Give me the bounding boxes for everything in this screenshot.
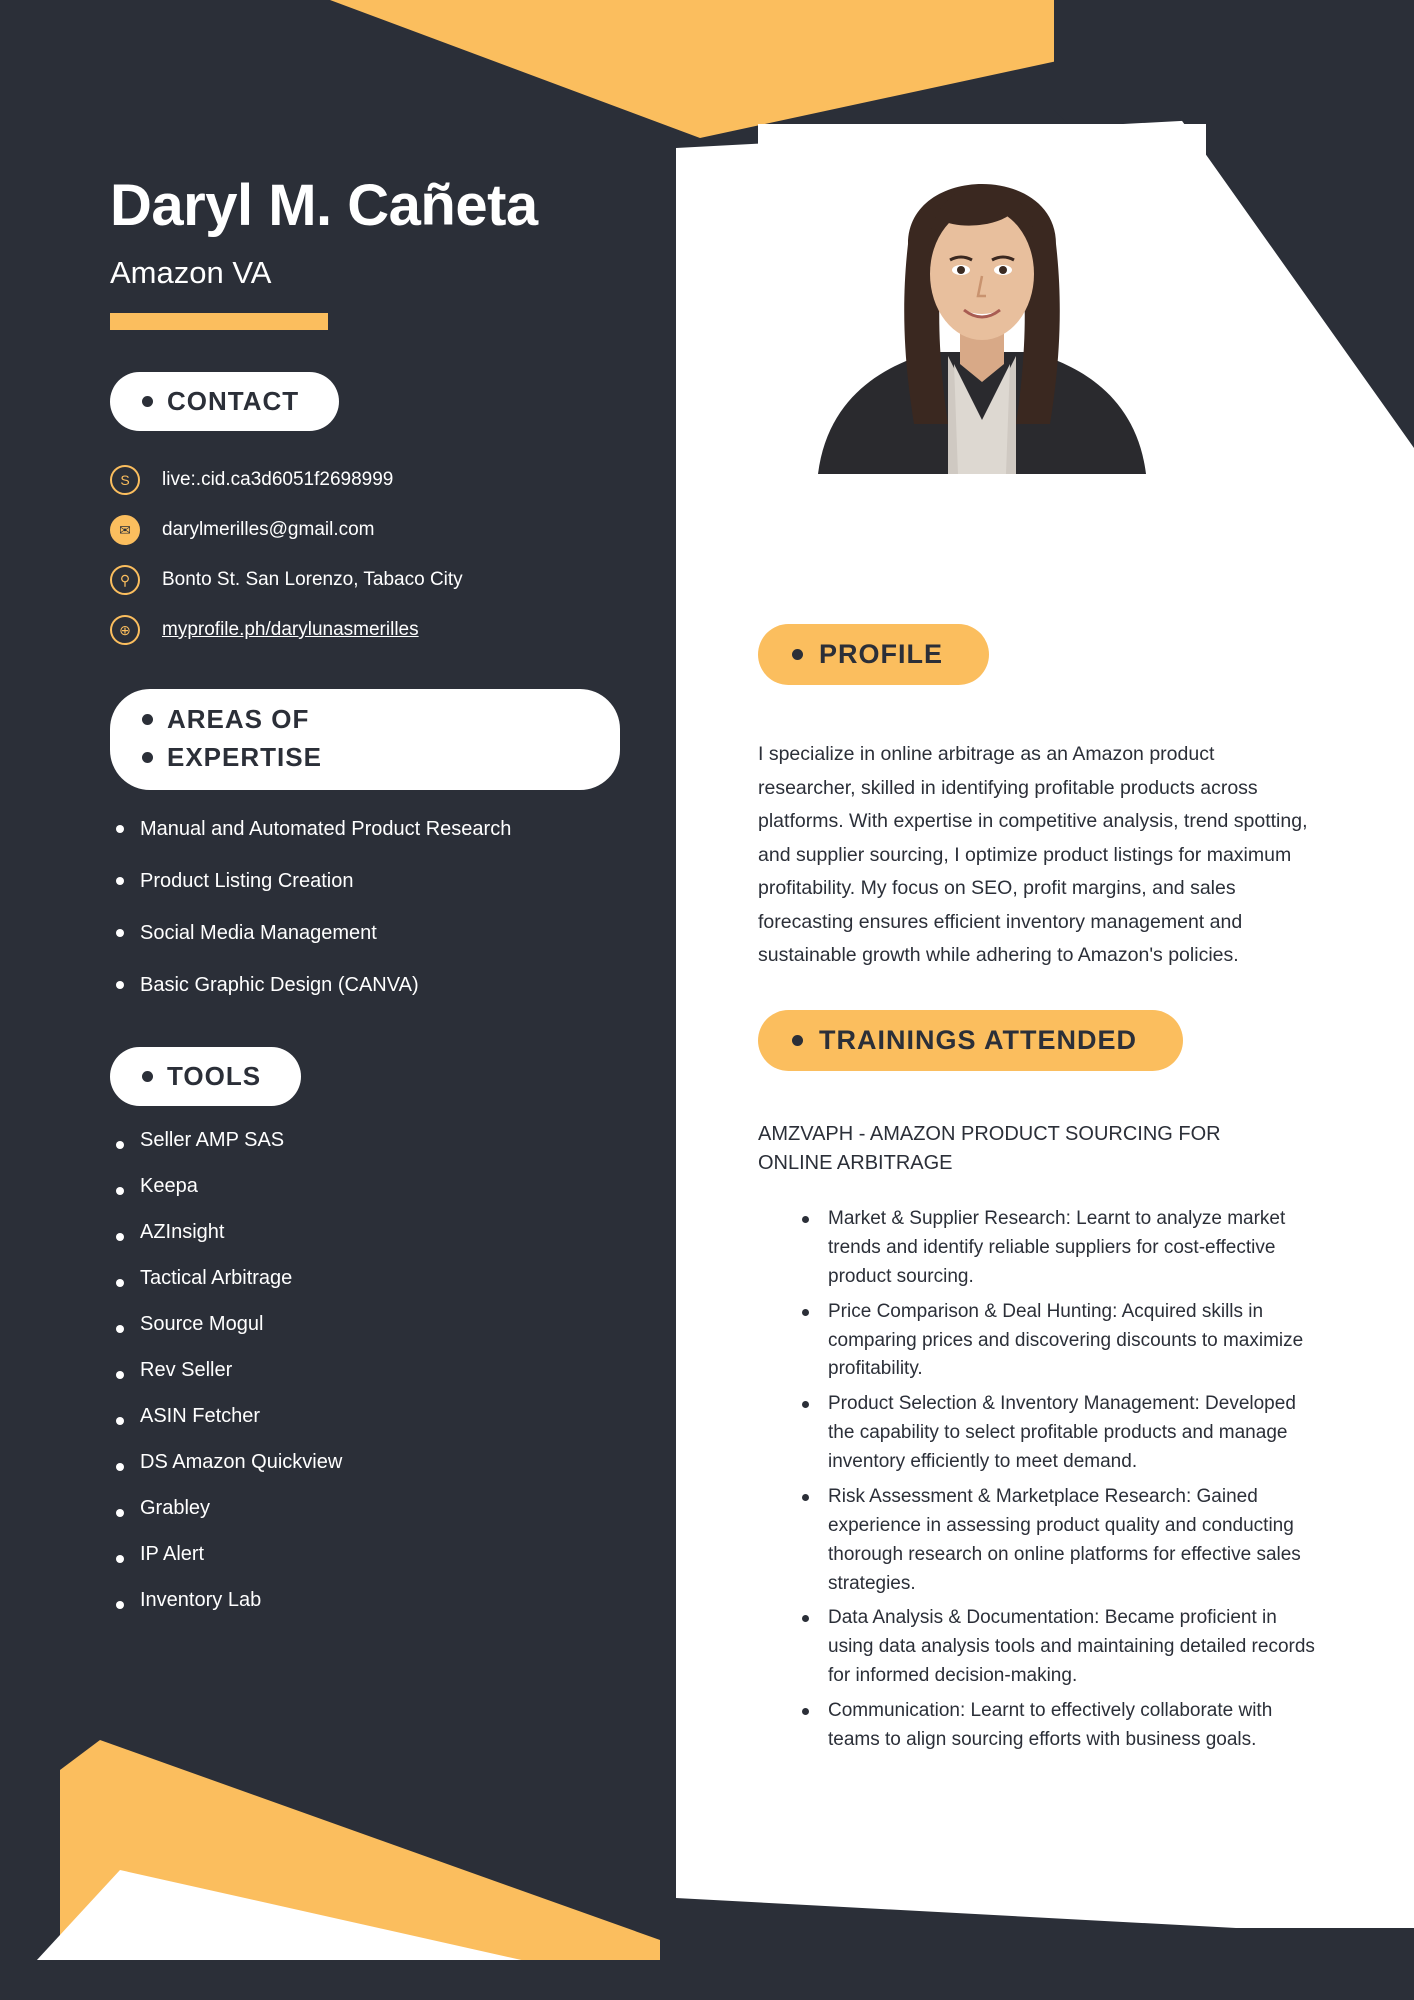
list-item: Keepa	[110, 1174, 620, 1198]
list-item: Manual and Automated Product Research	[110, 812, 620, 847]
tools-heading-label: TOOLS	[167, 1061, 262, 1092]
list-item: Risk Assessment & Marketplace Research: Gained experience in assessing product quality and conducting thorough research on online platforms for effective sales strategies.	[798, 1483, 1318, 1599]
list-item: Price Comparison & Deal Hunting: Acquired skills in comparing prices and discovering discounts to maximize profitability.	[798, 1298, 1318, 1385]
list-item: Communication: Learnt to effectively collaborate with teams to align sourcing efforts with business goals.	[798, 1697, 1318, 1755]
tools-list	[110, 1128, 620, 1612]
list-item: Product Selection & Inventory Management: Developed the capability to select profitable products and manage inventory efficiently to meet demand.	[798, 1390, 1318, 1477]
list-item: ASIN Fetcher	[110, 1404, 620, 1428]
contact-address-value: Bonto St. San Lorenzo, Tabaco City	[162, 569, 463, 590]
contact-item-skype[interactable]	[110, 465, 620, 495]
portrait-photo	[758, 124, 1206, 474]
trainings-list	[798, 1205, 1318, 1761]
avatar	[758, 124, 1206, 474]
contact-email-value: darylmerilles@gmail.com	[162, 519, 375, 540]
expertise-heading-line2: EXPERTISE	[167, 741, 322, 772]
contact-heading-label: CONTACT	[167, 386, 300, 416]
list-item: AZInsight	[110, 1220, 620, 1244]
profile-text: I specialize in online arbitrage as an Amazon product researcher, skilled in identifying profitable products across platforms. With expertise in competitive analysis, trend spotting, and supplier sourcing, I optimize product listings for maximum profitability. My focus on SEO, profit margins, and sales forecasting ensures efficient inventory management and sustainable growth while adhering to Amazon's policies.	[758, 743, 1308, 967]
bullet-dot-icon	[142, 752, 153, 763]
expertise-heading-line1: AREAS OF	[167, 704, 310, 734]
contact-heading-wrap	[110, 372, 620, 431]
profile-heading	[758, 624, 989, 685]
tools-heading	[110, 1047, 301, 1106]
email-icon: ✉	[110, 515, 140, 545]
contact-item-address	[110, 565, 620, 595]
list-item: Basic Graphic Design (CANVA)	[110, 968, 620, 1003]
list-item: Tactical Arbitrage	[110, 1266, 620, 1290]
skype-icon: S	[110, 465, 140, 495]
expertise-section	[110, 689, 620, 1003]
bullet-dot-icon	[142, 714, 153, 725]
left-column	[0, 0, 680, 2000]
profile-heading-label: PROFILE	[819, 639, 944, 669]
bullet-dot-icon	[142, 1071, 153, 1082]
contact-list	[110, 465, 620, 645]
location-pin-icon: ⚲	[110, 565, 140, 595]
bullet-dot-icon	[792, 1035, 803, 1046]
tools-section	[110, 1047, 620, 1612]
contact-item-website[interactable]	[110, 615, 620, 645]
contact-heading	[110, 372, 339, 431]
list-item: Data Analysis & Documentation: Became proficient in using data analysis tools and maintaining detailed records for informed decision-making.	[798, 1604, 1318, 1691]
list-item: Source Mogul	[110, 1312, 620, 1336]
list-item: DS Amazon Quickview	[110, 1450, 620, 1474]
contact-website-value[interactable]: myprofile.ph/darylunasmerilles	[162, 619, 419, 640]
job-role: Amazon VA	[110, 255, 272, 290]
bullet-dot-icon	[142, 396, 153, 407]
list-item: Inventory Lab	[110, 1588, 620, 1612]
page-title: Daryl M. Cañeta	[110, 173, 538, 238]
trainings-subtitle: AMZVAPH - AMAZON PRODUCT SOURCING FOR ONLINE ARBITRAGE	[758, 1123, 1221, 1174]
expertise-list	[110, 812, 620, 1003]
right-column	[700, 0, 1414, 2000]
list-item: Rev Seller	[110, 1358, 620, 1382]
list-item: Social Media Management	[110, 916, 620, 951]
list-item: Market & Supplier Research: Learnt to analyze market trends and identify reliable suppliers for cost-effective product sourcing.	[798, 1205, 1318, 1292]
list-item: Product Listing Creation	[110, 864, 620, 899]
contact-skype-value: live:.cid.ca3d6051f2698999	[162, 469, 394, 490]
list-item: IP Alert	[110, 1542, 620, 1566]
trainings-heading	[758, 1010, 1183, 1071]
list-item: Grabley	[110, 1496, 620, 1520]
contact-item-email[interactable]	[110, 515, 620, 545]
globe-icon: ⊕	[110, 615, 140, 645]
trainings-heading-label: TRAININGS ATTENDED	[819, 1025, 1137, 1055]
expertise-heading	[110, 689, 620, 790]
list-item: Seller AMP SAS	[110, 1128, 620, 1152]
accent-bar	[110, 313, 328, 330]
bullet-dot-icon	[792, 649, 803, 660]
